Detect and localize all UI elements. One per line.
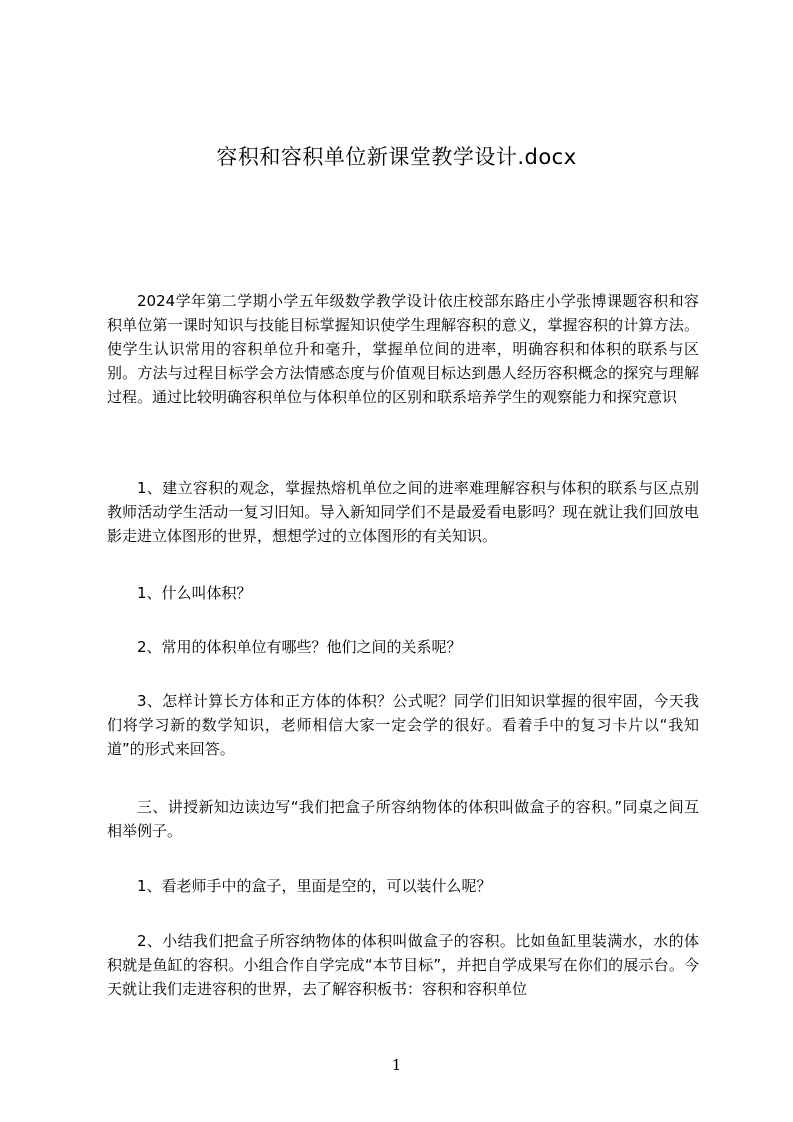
paragraph-question-1: 1、什么叫体积？ bbox=[137, 584, 252, 602]
paragraph-lesson-1: 1、看老师手中的盒子，里面是空的，可以装什么呢？ bbox=[137, 877, 492, 895]
paragraph-section-3: 三、讲授新知边读边写“我们把盒子所容纳物体的体积叫做盒子的容积。”同桌之间互相举例子。 bbox=[107, 798, 699, 840]
paragraph-question-2: 2、常用的体积单位有哪些？他们之间的关系呢？ bbox=[137, 638, 462, 656]
document-title: 容积和容积单位新课堂教学设计.docx bbox=[216, 145, 577, 169]
paragraph-intro: 2024学年第二学期小学五年级数学教学设计依庄校部东路庄小学张博课题容积和容积单位第一课时知识与技能目标掌握知识使学生理解容积的意义，掌握容积的计算方法。使学生认识常用的容积单位升和毫升，掌握单位间的进率，明确容积和体积的联系与区别。方法与过程目标学会方法情感态度与价值观目标达到愚人经历容积概念的探究与理解过程。通过比较明确容积单位与体积单位的区别和联系培养学生的观察能力和探究意识 bbox=[107, 292, 699, 406]
paragraph-question-3: 3、怎样计算长方体和正方体的体积？公式呢？同学们旧知识掌握的很牢固，今天我们将学习新的数学知识，老师相信大家一定会学的很好。看着手中的复习卡片以“我知道”的形式来回答。 bbox=[107, 692, 699, 758]
paragraph-section-1: 1、建立容积的观念，掌握热熔机单位之间的进率难理解容积与体积的联系与区点别教师活动学生活动一复习旧知。导入新知同学们不是最爱看电影吗？现在就让我们回放电影走进立体图形的世界，想想学过的立体图形的有关知识。 bbox=[107, 479, 699, 545]
paragraph-lesson-2: 2、小结我们把盒子所容纳物体的体积叫做盒子的容积。比如鱼缸里装满水，水的体积就是鱼缸的容积。小组合作自学完成“本节目标”，并把自学成果写在你们的展示台。今天就让我们走进容积的世界，去了解容积板书：容积和容积单位 bbox=[107, 932, 699, 998]
page-number: 1 bbox=[391, 1056, 402, 1074]
